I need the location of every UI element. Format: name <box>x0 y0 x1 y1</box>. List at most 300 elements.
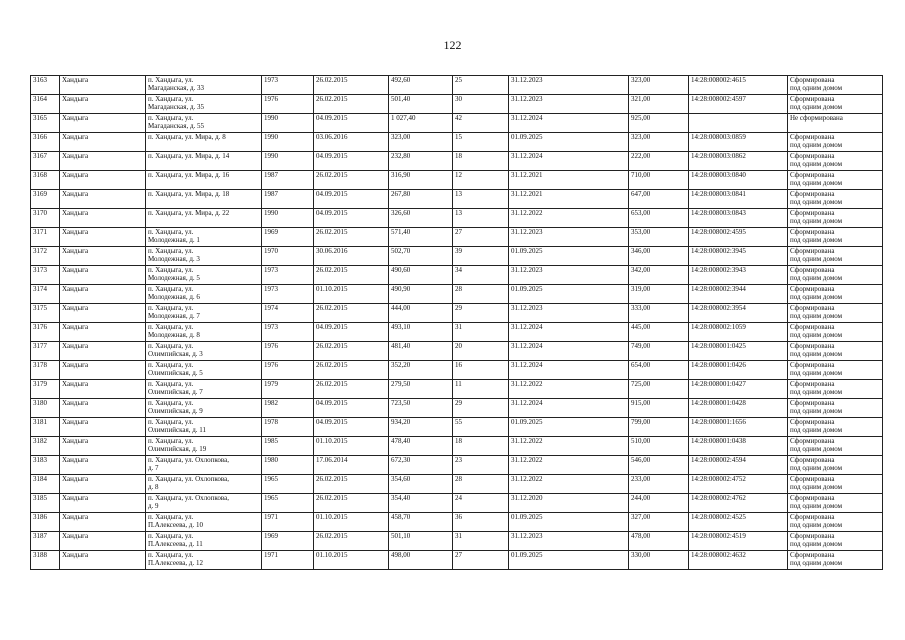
residents-count-cell: 23 <box>453 456 509 475</box>
year-built-cell: 1987 <box>262 171 314 190</box>
settlement-cell: Хандыга <box>60 114 146 133</box>
settlement-cell: Хандыга <box>60 152 146 171</box>
cadastral-number-cell: 14:28:008002:4525 <box>689 513 788 532</box>
inclusion-date-cell: 26.02.2015 <box>314 76 389 95</box>
cost-cell: 333,00 <box>629 304 689 323</box>
deadline-cell: 01.09.2025 <box>509 133 629 152</box>
address-cell: п. Хандыга, ул. П.Алексеева, д. 10 <box>146 513 262 532</box>
land-status-cell: Сформирована под одним домом <box>788 399 883 418</box>
table-row <box>31 361 883 380</box>
year-built-cell: 1965 <box>262 475 314 494</box>
cost-cell: 925,00 <box>629 114 689 133</box>
land-status-cell: Сформирована под одним домом <box>788 456 883 475</box>
address-cell: п. Хандыга, ул. Охлопкова, д. 8 <box>146 475 262 494</box>
table-row <box>31 190 883 209</box>
row-number-cell: 3167 <box>31 152 60 171</box>
address-cell: п. Хандыга, ул. Магаданская, д. 33 <box>146 76 262 95</box>
land-status-cell: Сформирована под одним домом <box>788 513 883 532</box>
year-built-cell: 1969 <box>262 532 314 551</box>
inclusion-date-cell: 26.02.2015 <box>314 361 389 380</box>
row-number-cell: 3165 <box>31 114 60 133</box>
cadastral-number-cell: 14:28:008003:0862 <box>689 152 788 171</box>
residents-count-cell: 12 <box>453 171 509 190</box>
cost-cell: 915,00 <box>629 399 689 418</box>
year-built-cell: 1980 <box>262 456 314 475</box>
table-row <box>31 171 883 190</box>
area-cell: 232,80 <box>389 152 453 171</box>
residents-count-cell: 29 <box>453 304 509 323</box>
cost-cell: 244,00 <box>629 494 689 513</box>
inclusion-date-cell: 26.02.2015 <box>314 494 389 513</box>
settlement-cell: Хандыга <box>60 133 146 152</box>
cost-cell: 319,00 <box>629 285 689 304</box>
residents-count-cell: 34 <box>453 266 509 285</box>
settlement-cell: Хандыга <box>60 342 146 361</box>
table-row <box>31 475 883 494</box>
area-cell: 498,00 <box>389 551 453 570</box>
cost-cell: 327,00 <box>629 513 689 532</box>
residents-count-cell: 25 <box>453 76 509 95</box>
year-built-cell: 1982 <box>262 399 314 418</box>
land-status-cell: Сформирована под одним домом <box>788 494 883 513</box>
land-status-cell: Сформирована под одним домом <box>788 152 883 171</box>
year-built-cell: 1970 <box>262 247 314 266</box>
land-status-cell: Сформирована под одним домом <box>788 551 883 570</box>
settlement-cell: Хандыга <box>60 304 146 323</box>
inclusion-date-cell: 30.06.2016 <box>314 247 389 266</box>
residents-count-cell: 24 <box>453 494 509 513</box>
inclusion-date-cell: 26.02.2015 <box>314 342 389 361</box>
land-status-cell: Сформирована под одним домом <box>788 361 883 380</box>
settlement-cell: Хандыга <box>60 228 146 247</box>
row-number-cell: 3170 <box>31 209 60 228</box>
cost-cell: 749,00 <box>629 342 689 361</box>
row-number-cell: 3181 <box>31 418 60 437</box>
inclusion-date-cell: 03.06.2016 <box>314 133 389 152</box>
year-built-cell: 1979 <box>262 380 314 399</box>
cadastral-number-cell: 14:28:008003:0859 <box>689 133 788 152</box>
table-row <box>31 532 883 551</box>
deadline-cell: 01.09.2025 <box>509 247 629 266</box>
deadline-cell: 31.12.2021 <box>509 171 629 190</box>
row-number-cell: 3174 <box>31 285 60 304</box>
residents-count-cell: 13 <box>453 190 509 209</box>
deadline-cell: 31.12.2023 <box>509 95 629 114</box>
cost-cell: 321,00 <box>629 95 689 114</box>
inclusion-date-cell: 04.09.2015 <box>314 323 389 342</box>
land-status-cell: Сформирована под одним домом <box>788 171 883 190</box>
address-cell: п. Хандыга, ул. Олимпийская, д. 7 <box>146 380 262 399</box>
table-row <box>31 247 883 266</box>
residents-count-cell: 27 <box>453 228 509 247</box>
cadastral-number-cell: 14:28:008002:4519 <box>689 532 788 551</box>
residents-count-cell: 28 <box>453 285 509 304</box>
settlement-cell: Хандыга <box>60 551 146 570</box>
cadastral-number-cell: 14:28:008001:0438 <box>689 437 788 456</box>
inclusion-date-cell: 26.02.2015 <box>314 304 389 323</box>
cadastral-number-cell: 14:28:008002:4594 <box>689 456 788 475</box>
table-row <box>31 76 883 95</box>
cost-cell: 346,00 <box>629 247 689 266</box>
settlement-cell: Хандыга <box>60 437 146 456</box>
inclusion-date-cell: 04.09.2015 <box>314 209 389 228</box>
area-cell: 490,90 <box>389 285 453 304</box>
table-row <box>31 437 883 456</box>
year-built-cell: 1971 <box>262 551 314 570</box>
deadline-cell: 31.12.2022 <box>509 456 629 475</box>
row-number-cell: 3178 <box>31 361 60 380</box>
area-cell: 502,70 <box>389 247 453 266</box>
land-status-cell: Сформирована под одним домом <box>788 228 883 247</box>
address-cell: п. Хандыга, ул. Магаданская, д. 35 <box>146 95 262 114</box>
cadastral-number-cell: 14:28:008001:1656 <box>689 418 788 437</box>
address-cell: п. Хандыга, ул. Олимпийская, д. 9 <box>146 399 262 418</box>
year-built-cell: 1990 <box>262 133 314 152</box>
cost-cell: 233,00 <box>629 475 689 494</box>
settlement-cell: Хандыга <box>60 399 146 418</box>
residents-count-cell: 20 <box>453 342 509 361</box>
area-cell: 501,10 <box>389 532 453 551</box>
deadline-cell: 01.09.2025 <box>509 551 629 570</box>
land-status-cell: Сформирована под одним домом <box>788 95 883 114</box>
cadastral-number-cell: 14:28:008002:3944 <box>689 285 788 304</box>
row-number-cell: 3184 <box>31 475 60 494</box>
land-status-cell: Сформирована под одним домом <box>788 247 883 266</box>
area-cell: 571,40 <box>389 228 453 247</box>
inclusion-date-cell: 26.02.2015 <box>314 266 389 285</box>
cost-cell: 510,00 <box>629 437 689 456</box>
land-status-cell: Сформирована под одним домом <box>788 475 883 494</box>
row-number-cell: 3179 <box>31 380 60 399</box>
settlement-cell: Хандыга <box>60 361 146 380</box>
table-row <box>31 551 883 570</box>
area-cell: 481,40 <box>389 342 453 361</box>
cadastral-number-cell: 14:28:008002:4752 <box>689 475 788 494</box>
registry-table <box>30 75 883 570</box>
table-row <box>31 304 883 323</box>
table-row <box>31 456 883 475</box>
inclusion-date-cell: 04.09.2015 <box>314 399 389 418</box>
cadastral-number-cell: 14:28:008001:0428 <box>689 399 788 418</box>
area-cell: 326,60 <box>389 209 453 228</box>
table-row <box>31 133 883 152</box>
deadline-cell: 31.12.2023 <box>509 304 629 323</box>
area-cell: 478,40 <box>389 437 453 456</box>
inclusion-date-cell: 04.09.2015 <box>314 190 389 209</box>
land-status-cell: Сформирована под одним домом <box>788 209 883 228</box>
land-status-cell: Сформирована под одним домом <box>788 266 883 285</box>
inclusion-date-cell: 26.02.2015 <box>314 95 389 114</box>
cost-cell: 654,00 <box>629 361 689 380</box>
year-built-cell: 1971 <box>262 513 314 532</box>
cost-cell: 330,00 <box>629 551 689 570</box>
area-cell: 501,40 <box>389 95 453 114</box>
year-built-cell: 1987 <box>262 190 314 209</box>
table-row <box>31 285 883 304</box>
address-cell: п. Хандыга, ул. Молодежная, д. 1 <box>146 228 262 247</box>
settlement-cell: Хандыга <box>60 475 146 494</box>
table-row <box>31 342 883 361</box>
residents-count-cell: 16 <box>453 361 509 380</box>
inclusion-date-cell: 04.09.2015 <box>314 418 389 437</box>
cost-cell: 710,00 <box>629 171 689 190</box>
settlement-cell: Хандыга <box>60 190 146 209</box>
deadline-cell: 31.12.2023 <box>509 266 629 285</box>
settlement-cell: Хандыга <box>60 171 146 190</box>
table-body <box>31 76 883 570</box>
cadastral-number-cell: 14:28:008003:0841 <box>689 190 788 209</box>
table-row <box>31 114 883 133</box>
deadline-cell: 31.12.2020 <box>509 494 629 513</box>
settlement-cell: Хандыга <box>60 418 146 437</box>
cadastral-number-cell: 14:28:008002:4597 <box>689 95 788 114</box>
year-built-cell: 1973 <box>262 285 314 304</box>
cadastral-number-cell: 14:28:008002:4615 <box>689 76 788 95</box>
table-row <box>31 418 883 437</box>
address-cell: п. Хандыга, ул. Охлопкова, д. 9 <box>146 494 262 513</box>
land-status-cell: Сформирована под одним домом <box>788 133 883 152</box>
settlement-cell: Хандыга <box>60 209 146 228</box>
deadline-cell: 01.09.2025 <box>509 513 629 532</box>
year-built-cell: 1990 <box>262 152 314 171</box>
land-status-cell: Сформирована под одним домом <box>788 418 883 437</box>
year-built-cell: 1969 <box>262 228 314 247</box>
address-cell: п. Хандыга, ул. Мира, д. 22 <box>146 209 262 228</box>
address-cell: п. Хандыга, ул. Молодежная, д. 3 <box>146 247 262 266</box>
deadline-cell: 31.12.2022 <box>509 475 629 494</box>
cadastral-number-cell: 14:28:008001:0425 <box>689 342 788 361</box>
inclusion-date-cell: 01.10.2015 <box>314 551 389 570</box>
address-cell: п. Хандыга, ул. Магаданская, д. 55 <box>146 114 262 133</box>
address-cell: п. Хандыга, ул. Мира, д. 14 <box>146 152 262 171</box>
address-cell: п. Хандыга, ул. Мира, д. 18 <box>146 190 262 209</box>
land-status-cell: Сформирована под одним домом <box>788 342 883 361</box>
area-cell: 354,40 <box>389 494 453 513</box>
address-cell: п. Хандыга, ул. Олимпийская, д. 5 <box>146 361 262 380</box>
row-number-cell: 3187 <box>31 532 60 551</box>
deadline-cell: 31.12.2023 <box>509 532 629 551</box>
deadline-cell: 01.09.2025 <box>509 418 629 437</box>
table-row <box>31 494 883 513</box>
row-number-cell: 3180 <box>31 399 60 418</box>
cost-cell: 342,00 <box>629 266 689 285</box>
area-cell: 458,70 <box>389 513 453 532</box>
residents-count-cell: 42 <box>453 114 509 133</box>
table-row <box>31 228 883 247</box>
area-cell: 934,20 <box>389 418 453 437</box>
inclusion-date-cell: 26.02.2015 <box>314 380 389 399</box>
year-built-cell: 1976 <box>262 342 314 361</box>
residents-count-cell: 13 <box>453 209 509 228</box>
cost-cell: 799,00 <box>629 418 689 437</box>
deadline-cell: 31.12.2023 <box>509 228 629 247</box>
row-number-cell: 3188 <box>31 551 60 570</box>
area-cell: 316,90 <box>389 171 453 190</box>
address-cell: п. Хандыга, ул. П.Алексеева, д. 11 <box>146 532 262 551</box>
address-cell: п. Хандыга, ул. Молодежная, д. 6 <box>146 285 262 304</box>
inclusion-date-cell: 26.02.2015 <box>314 532 389 551</box>
address-cell: п. Хандыга, ул. Олимпийская, д. 19 <box>146 437 262 456</box>
inclusion-date-cell: 04.09.2015 <box>314 114 389 133</box>
area-cell: 354,60 <box>389 475 453 494</box>
cost-cell: 353,00 <box>629 228 689 247</box>
year-built-cell: 1965 <box>262 494 314 513</box>
settlement-cell: Хандыга <box>60 532 146 551</box>
area-cell: 672,30 <box>389 456 453 475</box>
area-cell: 267,80 <box>389 190 453 209</box>
deadline-cell: 31.12.2024 <box>509 114 629 133</box>
cost-cell: 546,00 <box>629 456 689 475</box>
settlement-cell: Хандыга <box>60 323 146 342</box>
land-status-cell: Не сформирована <box>788 114 883 133</box>
cadastral-number-cell: 14:28:008001:0426 <box>689 361 788 380</box>
row-number-cell: 3163 <box>31 76 60 95</box>
cost-cell: 647,00 <box>629 190 689 209</box>
year-built-cell: 1990 <box>262 114 314 133</box>
area-cell: 493,10 <box>389 323 453 342</box>
settlement-cell: Хандыга <box>60 95 146 114</box>
row-number-cell: 3176 <box>31 323 60 342</box>
deadline-cell: 31.12.2024 <box>509 152 629 171</box>
land-status-cell: Сформирована под одним домом <box>788 285 883 304</box>
area-cell: 279,50 <box>389 380 453 399</box>
cadastral-number-cell: 14:28:008002:3943 <box>689 266 788 285</box>
year-built-cell: 1973 <box>262 323 314 342</box>
year-built-cell: 1978 <box>262 418 314 437</box>
residents-count-cell: 39 <box>453 247 509 266</box>
address-cell: п. Хандыга, ул. Мира, д. 8 <box>146 133 262 152</box>
area-cell: 490,60 <box>389 266 453 285</box>
cost-cell: 725,00 <box>629 380 689 399</box>
address-cell: п. Хандыга, ул. Молодежная, д. 8 <box>146 323 262 342</box>
inclusion-date-cell: 17.06.2014 <box>314 456 389 475</box>
table-row <box>31 152 883 171</box>
row-number-cell: 3172 <box>31 247 60 266</box>
cadastral-number-cell: 14:28:008002:1059 <box>689 323 788 342</box>
address-cell: п. Хандыга, ул. П.Алексеева, д. 12 <box>146 551 262 570</box>
inclusion-date-cell: 01.10.2015 <box>314 437 389 456</box>
table-row <box>31 380 883 399</box>
row-number-cell: 3186 <box>31 513 60 532</box>
row-number-cell: 3164 <box>31 95 60 114</box>
row-number-cell: 3168 <box>31 171 60 190</box>
year-built-cell: 1973 <box>262 266 314 285</box>
residents-count-cell: 55 <box>453 418 509 437</box>
row-number-cell: 3185 <box>31 494 60 513</box>
settlement-cell: Хандыга <box>60 456 146 475</box>
residents-count-cell: 18 <box>453 437 509 456</box>
residents-count-cell: 31 <box>453 532 509 551</box>
cadastral-number-cell: 14:28:008002:3954 <box>689 304 788 323</box>
settlement-cell: Хандыга <box>60 380 146 399</box>
residents-count-cell: 11 <box>453 380 509 399</box>
residents-count-cell: 27 <box>453 551 509 570</box>
deadline-cell: 31.12.2022 <box>509 437 629 456</box>
cost-cell: 478,00 <box>629 532 689 551</box>
land-status-cell: Сформирована под одним домом <box>788 437 883 456</box>
deadline-cell: 31.12.2024 <box>509 361 629 380</box>
row-number-cell: 3183 <box>31 456 60 475</box>
residents-count-cell: 36 <box>453 513 509 532</box>
settlement-cell: Хандыга <box>60 513 146 532</box>
table-row <box>31 209 883 228</box>
row-number-cell: 3175 <box>31 304 60 323</box>
cost-cell: 222,00 <box>629 152 689 171</box>
cadastral-number-cell: 14:28:008002:4632 <box>689 551 788 570</box>
settlement-cell: Хандыга <box>60 494 146 513</box>
deadline-cell: 31.12.2024 <box>509 342 629 361</box>
page-number: 122 <box>443 38 462 52</box>
inclusion-date-cell: 01.10.2015 <box>314 513 389 532</box>
settlement-cell: Хандыга <box>60 285 146 304</box>
cadastral-number-cell: 14:28:008003:0840 <box>689 171 788 190</box>
area-cell: 352,20 <box>389 361 453 380</box>
table-row <box>31 266 883 285</box>
address-cell: п. Хандыга, ул. Олимпийская, д. 11 <box>146 418 262 437</box>
row-number-cell: 3169 <box>31 190 60 209</box>
area-cell: 323,00 <box>389 133 453 152</box>
inclusion-date-cell: 26.02.2015 <box>314 228 389 247</box>
year-built-cell: 1985 <box>262 437 314 456</box>
row-number-cell: 3171 <box>31 228 60 247</box>
residents-count-cell: 15 <box>453 133 509 152</box>
land-status-cell: Сформирована под одним домом <box>788 323 883 342</box>
area-cell: 1 027,40 <box>389 114 453 133</box>
deadline-cell: 31.12.2022 <box>509 209 629 228</box>
cost-cell: 323,00 <box>629 133 689 152</box>
area-cell: 723,50 <box>389 399 453 418</box>
inclusion-date-cell: 26.02.2015 <box>314 171 389 190</box>
address-cell: п. Хандыга, ул. Молодежная, д. 7 <box>146 304 262 323</box>
address-cell: п. Хандыга, ул. Охлопкова, д. 7 <box>146 456 262 475</box>
table-row <box>31 399 883 418</box>
cadastral-number-cell: 14:28:008001:0427 <box>689 380 788 399</box>
settlement-cell: Хандыга <box>60 247 146 266</box>
settlement-cell: Хандыга <box>60 266 146 285</box>
cost-cell: 653,00 <box>629 209 689 228</box>
cost-cell: 445,00 <box>629 323 689 342</box>
deadline-cell: 31.12.2024 <box>509 399 629 418</box>
land-status-cell: Сформирована под одним домом <box>788 190 883 209</box>
row-number-cell: 3177 <box>31 342 60 361</box>
table-row <box>31 323 883 342</box>
land-status-cell: Сформирована под одним домом <box>788 76 883 95</box>
year-built-cell: 1976 <box>262 95 314 114</box>
table-row <box>31 513 883 532</box>
cadastral-number-cell: 14:28:008002:4595 <box>689 228 788 247</box>
residents-count-cell: 30 <box>453 95 509 114</box>
land-status-cell: Сформирована под одним домом <box>788 304 883 323</box>
cadastral-number-cell <box>689 114 788 133</box>
address-cell: п. Хандыга, ул. Мира, д. 16 <box>146 171 262 190</box>
deadline-cell: 31.12.2022 <box>509 380 629 399</box>
address-cell: п. Хандыга, ул. Молодежная, д. 5 <box>146 266 262 285</box>
row-number-cell: 3182 <box>31 437 60 456</box>
table-row <box>31 95 883 114</box>
year-built-cell: 1990 <box>262 209 314 228</box>
deadline-cell: 31.12.2024 <box>509 323 629 342</box>
inclusion-date-cell: 04.09.2015 <box>314 152 389 171</box>
cadastral-number-cell: 14:28:008002:3945 <box>689 247 788 266</box>
inclusion-date-cell: 26.02.2015 <box>314 475 389 494</box>
deadline-cell: 31.12.2023 <box>509 76 629 95</box>
area-cell: 492,60 <box>389 76 453 95</box>
address-cell: п. Хандыга, ул. Олимпийская, д. 3 <box>146 342 262 361</box>
settlement-cell: Хандыга <box>60 76 146 95</box>
row-number-cell: 3173 <box>31 266 60 285</box>
cadastral-number-cell: 14:28:008002:4762 <box>689 494 788 513</box>
area-cell: 444,00 <box>389 304 453 323</box>
